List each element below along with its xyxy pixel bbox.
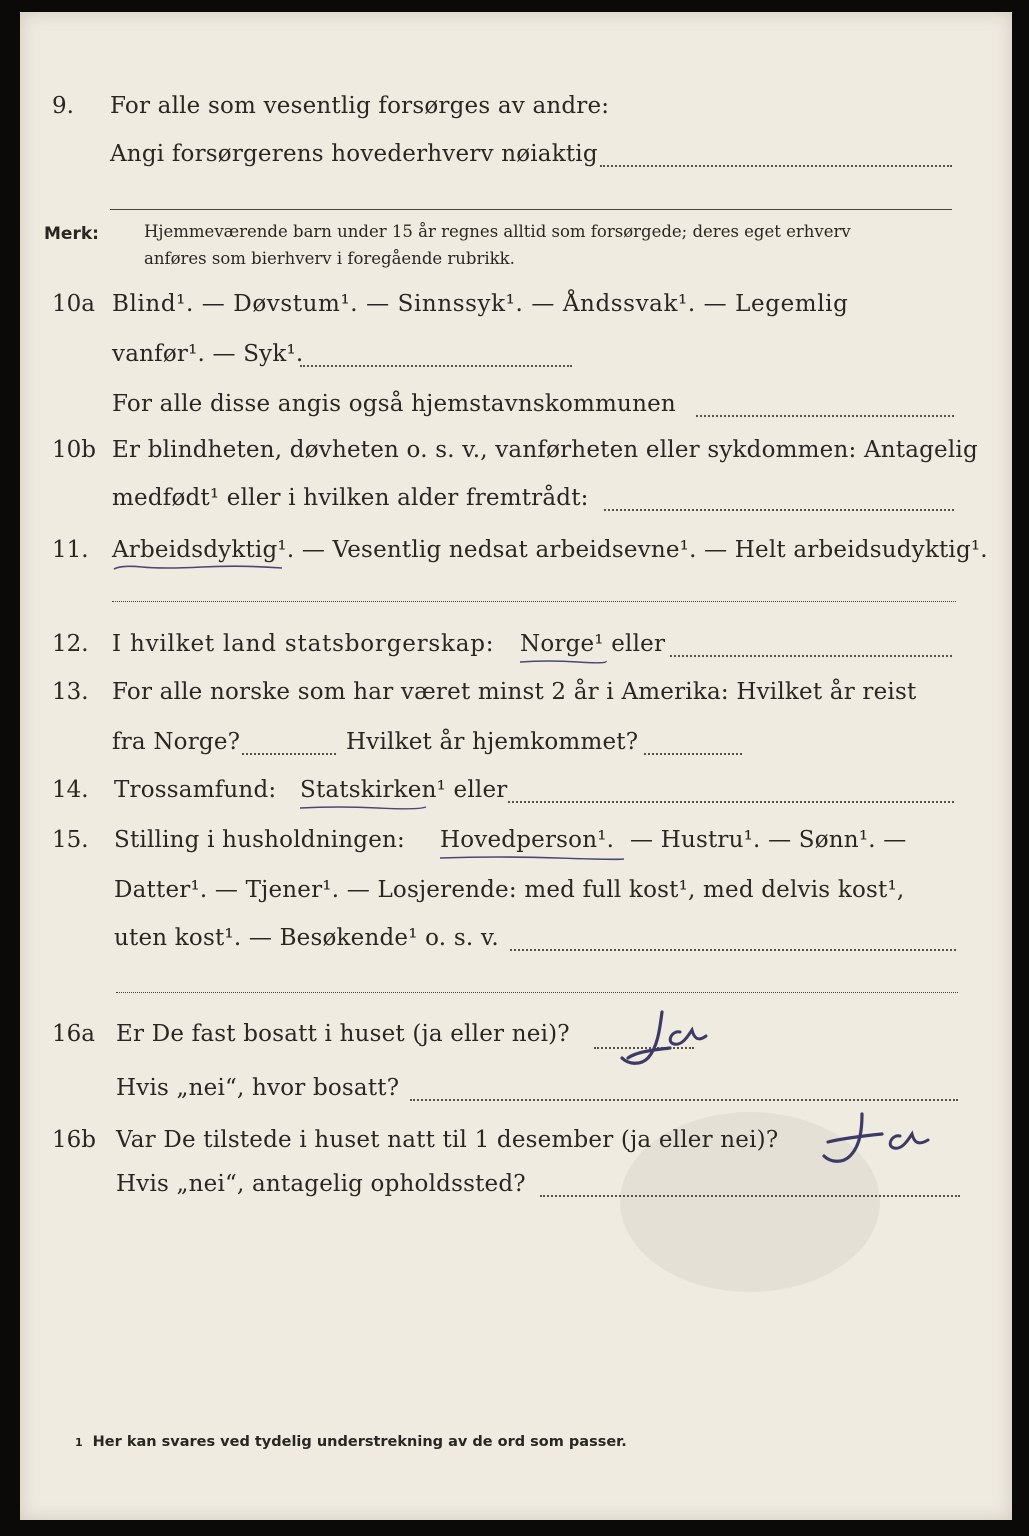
question-text: Hvis „nei“, antagelig opholdssted?	[116, 1171, 526, 1197]
question-10a-line-2	[20, 334, 1012, 374]
handwritten-underline	[298, 804, 428, 812]
question-text: Angi forsørgerens hovederhverv nøiaktig	[110, 141, 598, 167]
question-text: For alle norske som har været minst 2 år i Amerika: Hvilket år reist	[112, 679, 917, 705]
question-text: Var De tilstede i huset natt til 1 desember (ja eller nei)?	[116, 1127, 779, 1153]
question-number: 12.	[52, 631, 89, 657]
option-text: Norge¹ eller	[520, 631, 666, 657]
question-text: uten kost¹. — Besøkende¹ o. s. v.	[114, 925, 499, 951]
question-text: medfødt¹ eller i hvilken alder fremtrådt:	[112, 485, 589, 511]
question-text: Hvis „nei“, hvor bosatt?	[116, 1075, 400, 1101]
handwritten-underline	[518, 658, 608, 666]
census-form-page	[20, 12, 1012, 1520]
answer-line[interactable]	[644, 753, 742, 755]
note-text: anføres som bierhverv i foregående rubrikk.	[144, 249, 515, 268]
question-15-line-3	[20, 918, 1012, 958]
question-number: 13.	[52, 679, 89, 705]
option-text: Statskirken¹ eller	[300, 777, 508, 803]
question-14	[20, 770, 1012, 810]
footnote-text: Her kan svares ved tydelig understrekning av de ord som passer.	[92, 1434, 627, 1450]
answer-line[interactable]	[300, 365, 572, 367]
note-label: Merk:	[44, 224, 99, 244]
answer-line[interactable]	[510, 949, 956, 951]
question-text: — Hustru¹. — Sønn¹. —	[630, 827, 907, 853]
question-text: fra Norge?	[112, 729, 241, 755]
question-text: Trossamfund:	[114, 777, 277, 803]
question-number: 10a	[52, 291, 95, 317]
footnote	[75, 1434, 627, 1450]
footnote-mark: 1	[75, 1436, 83, 1449]
answer-line[interactable]	[696, 415, 954, 417]
section-divider	[110, 209, 952, 210]
question-10b	[20, 430, 1012, 470]
question-16a	[20, 1014, 1012, 1054]
question-12	[20, 624, 1012, 664]
question-text: Stilling i husholdningen:	[114, 827, 405, 853]
option-text: Hovedperson¹.	[440, 827, 615, 853]
question-13-line-2	[20, 722, 1012, 762]
question-9-line-2	[20, 134, 1012, 174]
question-9	[20, 86, 1012, 126]
answer-line[interactable]	[112, 601, 956, 602]
answer-line[interactable]	[410, 1099, 958, 1101]
answer-line[interactable]	[540, 1195, 960, 1197]
answer-line[interactable]	[508, 801, 954, 803]
handwritten-answer-ja	[600, 1002, 740, 1072]
note-text: Hjemmeværende barn under 15 år regnes alltid som forsørgede; deres eget erhverv	[144, 222, 851, 241]
question-text: Datter¹. — Tjener¹. — Losjerende: med full kost¹, med delvis kost¹,	[114, 877, 905, 903]
question-text: For alle disse angis også hjemstavnskommunen	[112, 391, 676, 417]
handwritten-underline	[112, 564, 292, 572]
question-number: 16b	[52, 1127, 96, 1153]
answer-line[interactable]	[670, 655, 952, 657]
question-10a	[20, 284, 1012, 324]
question-number: 10b	[52, 437, 96, 463]
question-number: 9.	[52, 93, 74, 119]
handwritten-answer-ja	[810, 1102, 960, 1172]
answer-line[interactable]	[604, 509, 954, 511]
answer-line[interactable]	[242, 753, 336, 755]
handwritten-underline	[438, 854, 628, 864]
answer-line[interactable]	[600, 165, 952, 167]
question-15-line-2	[20, 870, 1012, 910]
question-16b-line-2	[20, 1164, 1012, 1204]
question-13	[20, 672, 1012, 712]
question-text: I hvilket land statsborgerskap:	[112, 631, 495, 657]
question-10b-line-2	[20, 478, 1012, 518]
question-text: For alle som vesentlig forsørges av andre:	[110, 93, 610, 119]
question-text: Er De fast bosatt i huset (ja eller nei)?	[116, 1021, 570, 1047]
question-text: vanfør¹. — Syk¹.	[112, 341, 304, 367]
question-number: 16a	[52, 1021, 95, 1047]
question-text: Blind¹. — Døvstum¹. — Sinnssyk¹. — Åndssvak¹. — Legemlig	[112, 291, 849, 317]
question-10a-line-3	[20, 384, 1012, 424]
question-text: Er blindheten, døvheten o. s. v., vanførheten eller sykdommen: Antagelig	[112, 437, 978, 463]
question-number: 11.	[52, 537, 89, 563]
question-number: 14.	[52, 777, 89, 803]
answer-line[interactable]	[116, 992, 958, 993]
question-number: 15.	[52, 827, 89, 853]
question-text: Hvilket år hjemkommet?	[346, 729, 639, 755]
question-text: Arbeidsdyktig¹. — Vesentlig nedsat arbeidsevne¹. — Helt arbeidsudyktig¹.	[112, 537, 988, 563]
